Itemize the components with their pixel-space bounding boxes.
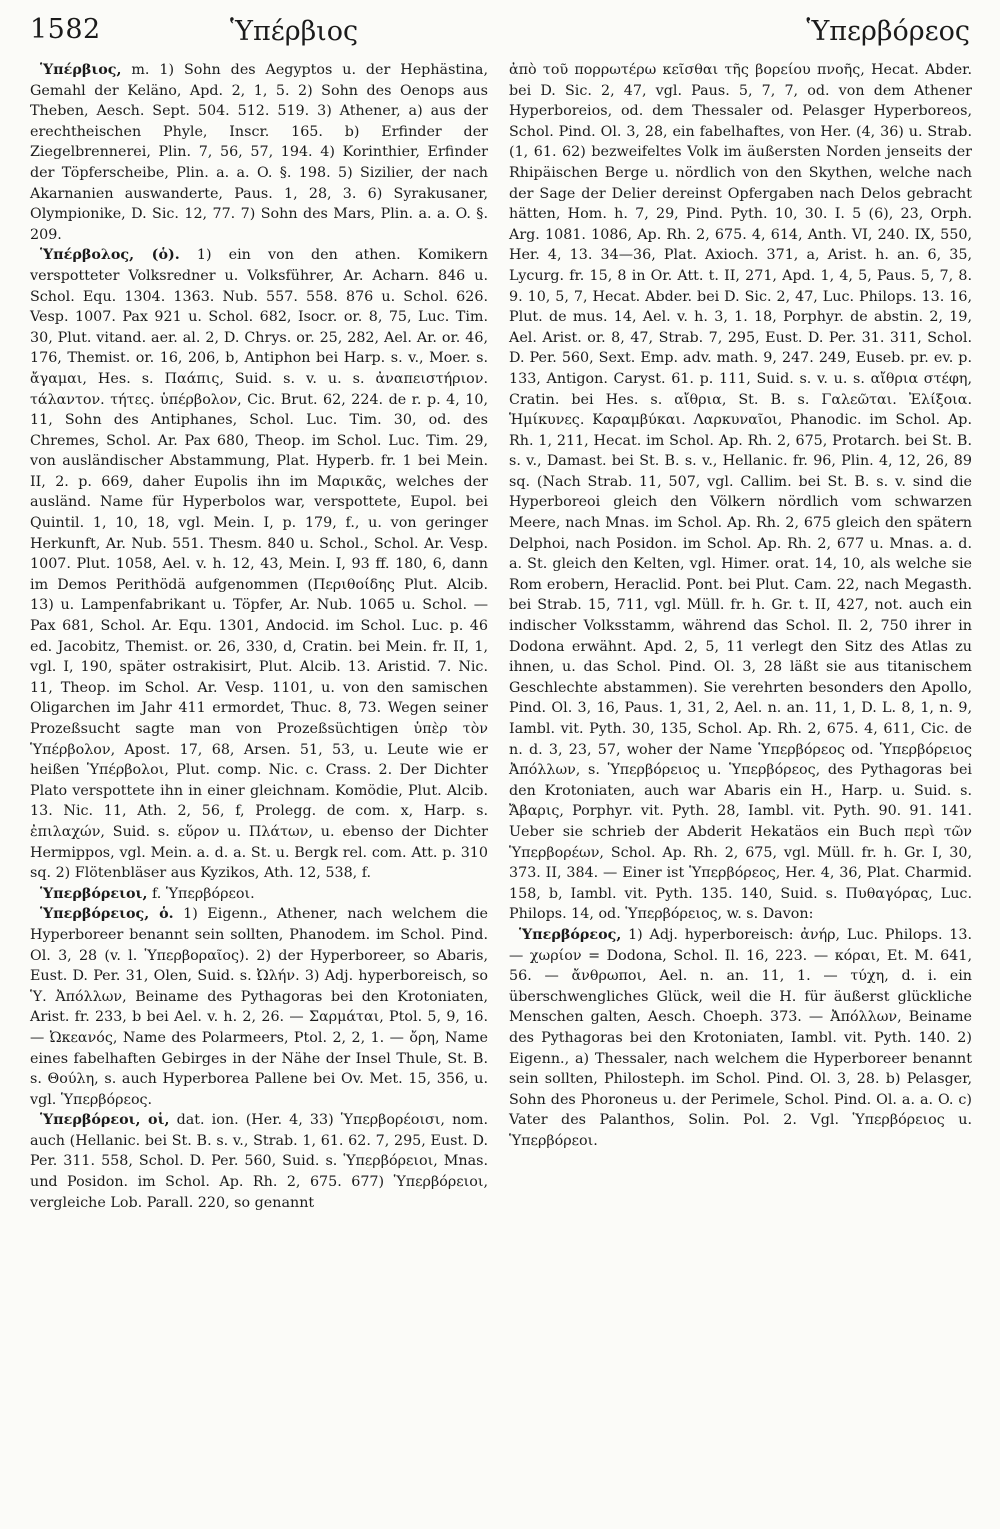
entry-headword: Ὑπέρβιος, <box>40 62 122 78</box>
entry-headword: Ὑπερβόρειος, ὁ. <box>40 906 174 923</box>
page-header <box>30 14 978 54</box>
entry-body: 1) ein von den athen. Komikern verspotteter Volksredner u. Volksführer, Ar. Acharn. 846 u. Schol. Equ. 1304. 1363. Nub. 557. 558. 876 u. Schol. 626. Vesp. 1007. Pax 921 u. Schol. 682, Isocr. or. 8, 75, Luc. Tim. 30, Plut. vitand. aer. al. 2, D. Chrys. or. 25, 282, Ael. Ar. or. 46, 176, Themist. or. 16, 206, b, Antiphon bei Harp. s. v., Moer. s. ἄγαμαι, Hes. s. Παάπις, Suid. s. v. u. s. ἀναπειστήριον. τάλαντον. τήτες. ὑπέρβολον, Cic. Brut. 62, 224. de r. p. 4, 10, 11, Sohn des Antiphanes, Schol. Luc. Tim. 30, od. des Chremes, Schol. Ar. Pax 680, Theop. im Schol. Luc. Tim. 29, von ausländischer Abstammung, Plat. Hyperb. fr. 1 bei Mein. II, 2. p. 669, daher Eupolis ihn im Μαρικᾶς, welches der ausländ. Name für Hyperbolos war, verspottete, Eupol. bei Quintil. 1, 10, 18, vgl. Mein. I, p. 179, f., u. von geringer Herkunft, Ar. Nub. 551. Thesm. 840 u. Schol., Schol. Ar. Vesp. 1007. Plut. 1058, Ael. v. h. 12, 43, Mein. I, 93 ff. 180, 6, dann im Demos Perithödä aufgenommen (Περιθοίδης Plut. Alcib. 13) u. Lampenfabrikant u. Töpfer, Ar. Nub. 1065 u. Schol. — Pax 681, Schol. Ar. Equ. 1301, Andocid. im Schol. Luc. p. 46 ed. Jacobitz, Themist. or. 26, 330, d, Cratin. bei Mein. fr. II, 1, vgl. I, 190, später ostrakisirt, Plut. Alcib. 13. Aristid. 7. Nic. 11, Theop. im Schol. Ar. Vesp. 1101, u. von den samischen Oligarchen im Jahr 411 ermordet, Thuc. 8, 73. Wegen seiner Prozeßsucht sagte man von Prozeßsüchtigen ὑπὲρ τὸν Ὑπέρβολον, Apost. 17, 68, Arsen. 51, 53, u. Leute wie er heißen Ὑπέρβολοι, Plut. comp. Nic. c. Crass. 2. Der Dichter Plato verspottete ihn in einer gleichnam. Komödie, Plut. Alcib. 13. Nic. 11, Ath. 2, 56, f, Prolegg. de com. x, Harp. s. ἐπιλαχών, Suid. s. εὕρον u. Πλάτων, u. ebenso der Dichter Hermippos, vgl. Mein. a. d. a. St. u. Bergk rel. com. Att. p. 310 sq. 2) Flötenbläser aus Kyzikos, Ath. 12, 538, f. <box>30 247 488 882</box>
entry-body: dat. ion. (Her. 4, 33) Ὑπερβορέοισι, nom. auch (Hellanic. bei St. B. s. v., Strab. 1, 61. 62. 7, 295, Eust. D. Per. 311. 558, Schol. D. Per. 560, Suid. s. Ὑπερβόρειοι, Mnas. und Posidon. im Schol. Ap. Rh. 2, 675. 677) Ὑπερβόρειοι, vergleiche Lob. Parall. 220, so genannt <box>30 1112 488 1211</box>
page-number: 1582 <box>30 14 101 45</box>
entry <box>30 884 488 905</box>
entry-body: 1) Adj. hyperboreisch: ἀνήρ, Luc. Philops. 13. — χωρίον = Dodona, Schol. Il. 16, 223. — κόραι, Et. M. 641, 56. — ἄνθρωποι, Ael. n. an. 11, 1. — τύχη, d. i. ein überschwengliches Glück, weil die H. für äußerst glückliche Menschen galten, Aesch. Choeph. 373. — Ἀπόλλων, Beiname des Pythagoras bei den Krotoniaten, Iambl. vit. Pyth. 140. 2) Eigenn., a) Thessaler, nach welchem die Hyperboreer benannt sein sollten, Philosteph. im Schol. Pind. Ol. 3, 28. b) Pelasger, Sohn des Phoroneus u. der Perimele, Schol. Pind. Ol. a. a. O. c) Vater des Palanthos, Solin. Pol. 2. Vgl. Ὑπερβόρειος u. Ὑπερβόρεοι. <box>509 926 972 1149</box>
entry-headword: Ὑπερβόρεος, <box>519 926 622 943</box>
entry <box>30 904 488 1110</box>
entry-continuation <box>509 60 972 925</box>
entry-headword: Ὑπερβόρεοι, οἱ, <box>40 1112 170 1129</box>
entry <box>30 245 488 883</box>
right-guide-word: Ὑπερβόρεος <box>806 16 970 47</box>
left-column <box>30 60 488 1517</box>
entry <box>30 60 488 245</box>
entry-body: ἀπὸ τοῦ πορρωτέρω κεῖσθαι τῆς βορείου πνοῆς, Hecat. Abder. bei D. Sic. 2, 47, vgl. Paus. 5, 7, 7, od. von dem Athener Hyperboreios, od. dem Thessaler od. Pelasger Hyperboreos, Schol. Pind. Ol. 3, 28, ein fabelhaftes, von Her. (4, 36) u. Strab. (1, 61. 62) bezweifeltes Volk im äußersten Norden jenseits der Rhipäischen Berge u. nördlich von den Skythen, welche nach der Sage der Delier dereinst Opfergaben nach Delos gebracht hätten, Hom. h. 7, 29, Pind. Pyth. 10, 30. I. 5 (6), 23, Orph. Arg. 1081. 1086, Ap. Rh. 2, 675. 4, 614, Anth. VI, 240. IX, 550, Her. 4, 13. 34—36, Plat. Axioch. 371, a, Arist. h. an. 6, 35, Lycurg. fr. 15, 8 in Or. Att. t. II, 271, Apd. 1, 4, 5, Paus. 5, 7, 8. 9. 10, 5, 7, Hecat. Abder. bei D. Sic. 2, 47, Luc. Philops. 13. 16, Plut. de mus. 14, Ael. v. h. 3, 1. 18, Porphyr. de abstin. 2, 19, Ael. Arist. or. 8, 47, Strab. 7, 295, Eust. D. Per. 31. 311, Schol. D. Per. 560, Sext. Emp. adv. math. 9, 247. 249, Euseb. pr. ev. p. 133, Antigon. Caryst. 61. p. 111, Suid. s. v. u. s. αἴθρια στέφη, Cratin. bei Hes. s. αἴθρια, St. B. s. Γαλεῶται. Ἐλίξοια. Ἡμίκυνες. Καραμβύκαι. Λαρκυναῖοι, Phanodic. im Schol. Ap. Rh. 1, 211, Hecat. im Schol. Ap. Rh. 2, 675, Protarch. bei St. B. s. v., Damast. bei St. B. s. v., Hellanic. fr. 96, Plin. 4, 12, 26, 89 sq. (Nach Strab. 11, 507, vgl. Callim. bei St. B. s. v. sind die Hyperboreoi gleich den Völkern nördlich vom schwarzen Meere, nach Mnas. im Schol. Ap. Rh. 2, 675 gleich den spätern Delphoi, nach Posidon. im Schol. Ap. Rh. 2, 677 u. Mnas. a. d. a. St. gleich den Kelten, vgl. Himer. orat. 14, 10, als welche sie Rom erobern, Heraclid. Pont. bei Plut. Cam. 22, nach Megasth. bei Strab. 15, 711, vgl. Müll. fr. h. Gr. t. II, 427, not. auch ein indischer Volksstamm, während das Schol. Il. 2, 750 ihrer in Dodona erwähnt. Apd. 2, 5, 11 verlegt den Sitz des Atlas zu ihnen, u. das Schol. Pind. Ol. 3, 28 läßt sie aus titanischem Geschlechte abstammen). Sie verehrten besonders den Apollo, Pind. Ol. 3, 16, Paus. 1, 31, 2, Ael. n. an. 11, 1, D. L. 8, 1, n. 9, Iambl. vit. Pyth. 30, 135, Schol. Ap. Rh. 2, 675. 4, 611, Cic. de n. d. 3, 23, 57, woher der Name Ὑπερβόρεος od. Ὑπερβόρειος Ἀπόλλων, s. Ὑπερβόρειος u. Ὑπερβόρεος, des Pythagoras bei den Krotoniaten, auch war Abaris ein H., Harp. u. Suid. s. Ἄβαρις, Porphyr. vit. Pyth. 28, Iambl. vit. Pyth. 90. 91. 141. Ueber sie schrieb der Abderit Hekatäos ein Buch περὶ τῶν Ὑπερβορέων, Schol. Ap. Rh. 2, 675, vgl. Müll. fr. h. Gr. I, 30, 373. II, 384. — Einer ist Ὑπερβόρεος, Her. 4, 36, Plat. Charmid. 158, b, Iambl. vit. Pyth. 135. 140, Suid. s. Πυθαγόρας, Luc. Philops. 14, od. Ὑπερβόρειος, w. s. Davon: <box>509 62 972 923</box>
entry-headword: Ὑπέρβολος, (ὁ). <box>40 247 180 264</box>
entry-body: 1) Eigenn., Athener, nach welchem die Hyperboreer benannt sein sollten, Phanodem. im Schol. Pind. Ol. 3, 28 (v. l. Ὑπερβοραῖος). 2) der Hyperboreer, so Abaris, Eust. D. Per. 31, Olen, Suid. s. Ὠλήν. 3) Adj. hyperboreisch, so Ὑ. Ἀπόλλων, Beiname des Pythagoras bei den Krotoniaten, Arist. fr. 233, b bei Ael. v. h. 2, 26. — Σαρμάται, Ptol. 5, 9, 16. — Ὠκεανός, Name des Polarmeers, Ptol. 2, 2, 1. — ὄρη, Name eines fabelhaften Gebirges in der Nähe der Insel Thule, St. B. s. Θούλη, s. auch Hyperborea Pallene bei Ov. Met. 15, 356, u. vgl. Ὑπερβόρεος. <box>30 906 489 1108</box>
entry-headword: Ὑπερβόρειοι, <box>40 885 148 902</box>
left-guide-word: Ὑπέρβιος <box>230 16 359 47</box>
entry <box>30 1110 488 1213</box>
entry <box>509 925 972 1152</box>
right-column <box>509 60 972 1517</box>
entry-body: f. Ὑπερβόρεοι. <box>147 885 255 902</box>
entry-body: m. 1) Sohn des Aegyptos u. der Hephästina, Gemahl der Keläno, Apd. 2, 1, 5. 2) Sohn des Oenops aus Theben, Aesch. Sept. 504. 512. 519. 3) Athener, a) aus der erechtheischen Phyle, Inscr. 165. b) Erfinder der Ziegelbrennerei, Plin. 7, 56, 57, 194. 4) Korinthier, Erfinder der Töpferscheibe, Plin. a. a. O. §. 198. 5) Sizilier, der nach Akarnanien auswanderte, Paus. 1, 28, 3. 6) Syrakusaner, Olympionike, D. Sic. 12, 77. 7) Sohn des Mars, Plin. a. a. O. §. 209. <box>30 62 488 243</box>
